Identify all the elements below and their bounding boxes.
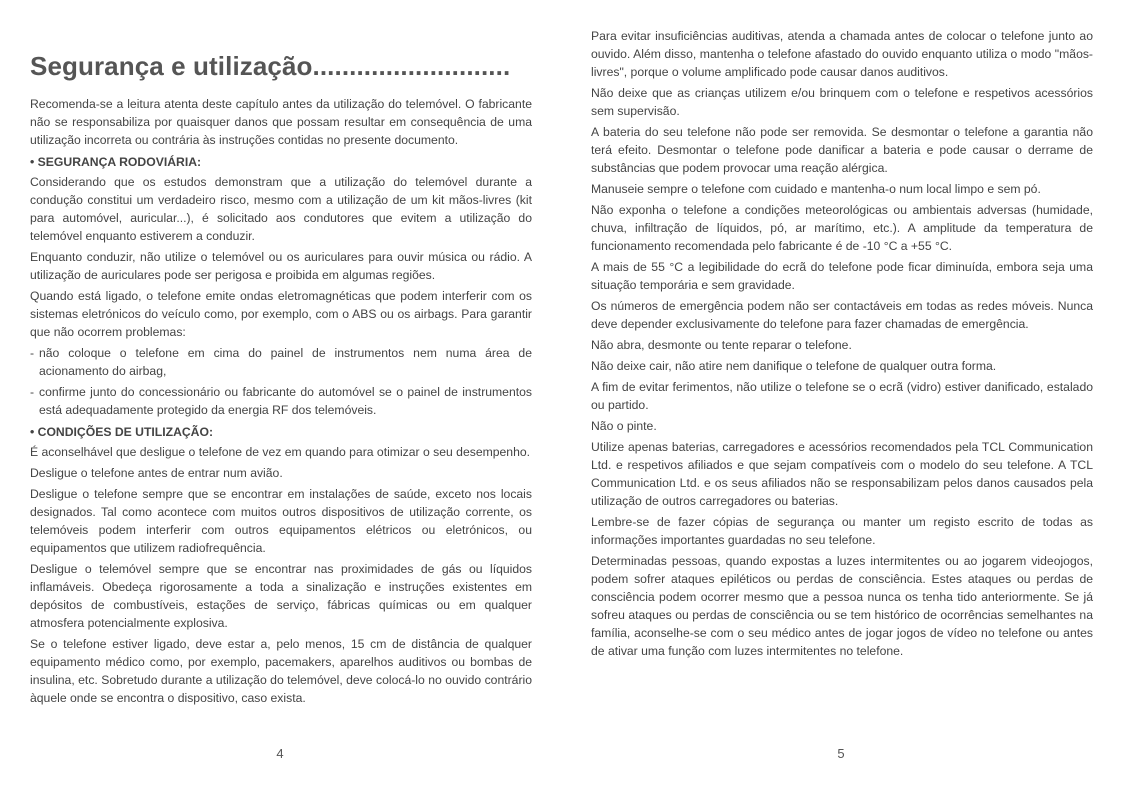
right-page — [561, 0, 1123, 798]
safety-paragraph: Os números de emergência podem não ser contactáveis em todas as redes móveis. Nunca deve depender exclusivamente do telefone para fazer chamadas de emergência. — [591, 299, 1093, 331]
conditions-paragraph: Se o telefone estiver ligado, deve estar a, pelo menos, 15 cm de distância de qualquer equipamento médico como, por exemplo, pacemakers, aparelhos auditivos ou bombas de insulina, etc. Sobretudo durante a utilização do telemóvel, deve colocá-lo no ouvido contrário àquele onde se encontra o dispositivo, caso exista. — [30, 637, 532, 705]
safety-paragraph: Utilize apenas baterias, carregadores e acessórios recomendados pela TCL Communication Ltd. e respetivos afiliados e que sejam compatíveis com o modelo do seu telefone. A TCL Communication Ltd. e os seus afiliados não se responsabilizam pelos danos causados pela utilização de outros carregadores ou baterias. — [591, 440, 1093, 508]
safety-paragraph: A fim de evitar ferimentos, não utilize o telefone se o ecrã (vidro) estiver danificado, estalado ou partido. — [591, 380, 1093, 412]
safety-paragraph: Manuseie sempre o telefone com cuidado e mantenha-o num local limpo e sem pó. — [591, 182, 1041, 196]
conditions-paragraph: Desligue o telefone sempre que se encontrar em instalações de saúde, exceto nos locais designados. Tal como acontece com muitos outros dispositivos de utilização corrente, os telemóveis podem interferir com outros equipamentos elétricos ou eletrónicos, ou equipamentos que utilizem radiofrequência. — [30, 487, 532, 555]
left-page — [0, 0, 561, 798]
page-title: Segurança e utilização........................... — [30, 51, 511, 81]
safety-paragraph: Não deixe que as crianças utilizem e/ou brinquem com o telefone e respetivos acessórios sem supervisão. — [591, 86, 1093, 118]
safety-paragraph: Lembre-se de fazer cópias de segurança ou manter um registo escrito de todas as informações importantes guardadas no seu telefone. — [591, 515, 1093, 547]
road-safety-paragraph: Enquanto conduzir, não utilize o telemóvel ou os auriculares para ouvir música ou rádio. A utilização de auriculares pode ser perigosa e proibida em algumas regiões. — [30, 250, 532, 282]
right-column — [591, 27, 1093, 663]
list-item: - não coloque o telefone em cima do painel de instrumentos nem numa área de acionamento do airbag, — [30, 344, 532, 380]
safety-paragraph: A mais de 55 °C a legibilidade do ecrã do telefone pode ficar diminuída, embora seja uma situação temporária e sem gravidade. — [591, 260, 1093, 292]
list-item: - confirme junto do concessionário ou fabricante do automóvel se o painel de instrumentos está adequadamente protegido da energia RF dos telemóveis. — [30, 383, 532, 419]
conditions-paragraph: Desligue o telemóvel sempre que se encontrar nas proximidades de gás ou líquidos inflamáveis. Obedeça rigorosamente a toda a sinalização e instruções existentes em depósitos de combustíveis, estações de serviço, fábricas químicas ou em qualquer atmosfera potencialmente explosiva. — [30, 562, 532, 630]
conditions-of-use-heading: • CONDIÇÕES DE UTILIZAÇÃO: — [30, 425, 214, 439]
page-number: 4 — [276, 746, 284, 761]
safety-paragraph: Não exponha o telefone a condições meteorológicas ou ambientais adversas (humidade, chuva, infiltração de líquidos, pó, ar marítimo, etc.). A amplitude da temperatura de funcionamento recomendada pelo fabricante é de -10 °C a +55 °C. — [591, 203, 1093, 253]
intro-paragraph: Recomenda-se a leitura atenta deste capítulo antes da utilização do telemóvel. O fabricante não se responsabiliza por quaisquer danos que possam resultar em consequência de uma utilização incorreta ou contrária às instruções contidas no presente documento. — [30, 97, 532, 147]
safety-paragraph: Para evitar insuficiências auditivas, atenda a chamada antes de colocar o telefone junto ao ouvido. Além disso, mantenha o telefone afastado do ouvido enquanto utiliza o modo "mãos-livres", porque o volume amplificado pode causar danos auditivos. — [591, 29, 1093, 79]
page-number: 5 — [837, 746, 845, 761]
safety-paragraph: Não abra, desmonte ou tente reparar o telefone. — [591, 338, 852, 352]
conditions-paragraph: Desligue o telefone antes de entrar num avião. — [30, 466, 283, 480]
safety-paragraph: A bateria do seu telefone não pode ser removida. Se desmontar o telefone a garantia não terá efeito. Desmontar o telefone pode danificar a bateria e pode causar o derrame de substâncias que podem provocar uma reação alérgica. — [591, 125, 1093, 175]
safety-paragraph: Determinadas pessoas, quando expostas a luzes intermitentes ou ao jogarem videojogos, podem sofrer ataques epiléticos ou perdas de consciência. Estes ataques ou perdas de consciência podem ocorrer mesmo que a pessoa nunca os tenha tido anteriormente. Se já sofreu ataques ou perdas de consciência ou se tem histórico de ocorrências semelhantes na família, aconselhe-se com o seu médico antes de jogar jogos de vídeo no telefone ou antes de ativar uma função com luzes intermitentes no telefone. — [591, 554, 1093, 658]
safety-paragraph: Não deixe cair, não atire nem danifique o telefone de qualquer outra forma. — [591, 359, 997, 373]
road-safety-list — [30, 344, 532, 419]
road-safety-heading: • SEGURANÇA RODOVIÁRIA: — [30, 155, 202, 169]
left-column — [30, 50, 532, 710]
road-safety-paragraph: Considerando que os estudos demonstram que a utilização do telemóvel durante a condução constitui um verdadeiro risco, mesmo com a utilização de um kit mãos-livres (kit para automóvel, auricular...), é solicitado aos condutores que evitem a utilização do telemóvel enquanto estiverem a conduzir. — [30, 175, 532, 243]
conditions-paragraph: É aconselhável que desligue o telefone de vez em quando para otimizar o seu desempenho. — [30, 445, 531, 459]
safety-paragraph: Não o pinte. — [591, 419, 657, 433]
road-safety-paragraph: Quando está ligado, o telefone emite ondas eletromagnéticas que podem interferir com os sistemas eletrónicos do veículo como, por exemplo, com o ABS ou os airbags. Para garantir que não ocorrem problemas: — [30, 289, 532, 339]
